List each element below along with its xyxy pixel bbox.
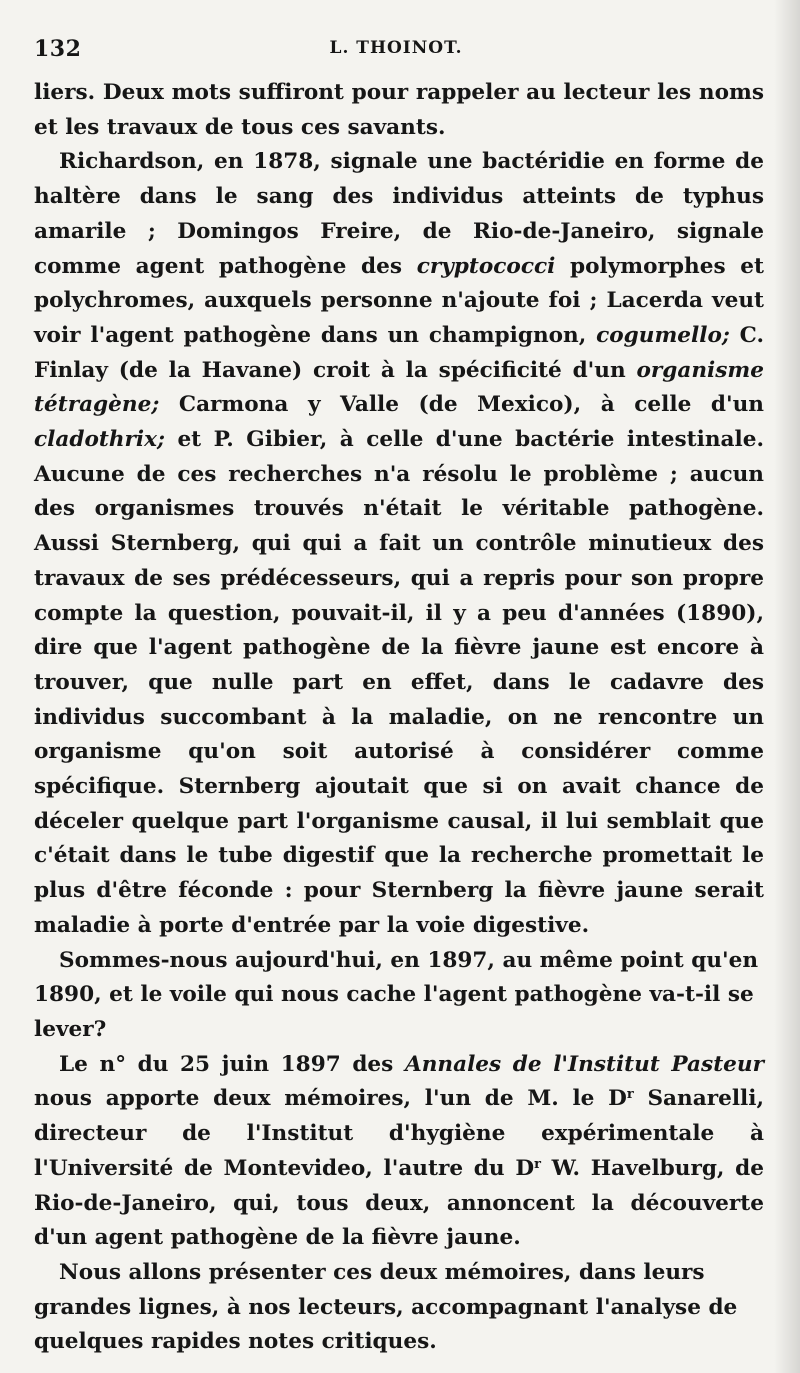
italic-term: cladothrix; — [34, 427, 165, 453]
body-text — [34, 76, 764, 1360]
paragraph-continuation: liers. Deux mots suffiront pour rappeler au lecteur les noms et les travaux de tous ces savants. — [34, 80, 764, 140]
text-run: nous apporte deux mémoires, l'un de M. le D — [34, 1086, 627, 1112]
journal-title: Annales de l'Institut Pasteur — [404, 1051, 764, 1077]
text-run: C. Finlay (de la Havane) croit à la spécificité d'un — [34, 322, 764, 383]
text-run: Le n° du 25 juin 1897 des — [59, 1051, 405, 1077]
superscript: r — [626, 1087, 634, 1103]
paragraph-richardson — [34, 145, 764, 943]
italic-term: organisme tétragène; — [34, 357, 764, 418]
italic-term: cogumello; — [596, 322, 730, 348]
text-run: polymorphes et polychromes, auxquels personne n'ajoute foi ; Lacerda veut voir l'agent pathogène dans un champignon, — [34, 253, 765, 348]
paragraph-nous-allons: Nous allons présenter ces deux mémoires, dans leurs grandes lignes, à nos lecteurs, accompagnant l'analyse de quelques rapides notes critiques. — [34, 1259, 738, 1355]
page-header — [32, 36, 760, 66]
text-run: W. Havelburg, de Rio-de-Janeiro, qui, tous deux, annoncent la découverte d'un agent pathogène de la fièvre jaune. — [34, 1155, 764, 1251]
text-run: Carmona y Valle (de Mexico), à celle d'un — [159, 392, 764, 418]
text-run: Richardson, en 1878, signale une bactéridie en forme de haltère dans le sang des individus atteints de typhus amarile ; Domingos Freire, de Rio-de-Janeiro, signale comme agent pathogène des — [34, 149, 764, 279]
page-edge-shadow — [774, 0, 800, 1373]
running-head: L. THOINOT. — [329, 38, 463, 58]
superscript: r — [534, 1156, 541, 1172]
text-run: Sanarelli, directeur de l'Institut d'hygiène expérimentale à l'Université de Montevideo, l'autre du D — [34, 1086, 764, 1181]
paragraph-annales — [34, 1048, 764, 1256]
text-run: et P. Gibier, à celle d'une bactérie intestinale. Aucune de ces recherches n'a résolu le problème ; aucun des organismes trouvés n'était le véritable pathogène. Aussi Sternberg, qui qui a fait un contrôle minutieux des travaux de ses prédécesseurs, qui a repris pour son propre compte la question, pouvait-il, il y a peu d'années (1890), dire que l'agent pathogène de la fièvre jaune est encore à trouver, que nulle part en effet, dans le cadavre des individus succombant à la maladie, on ne rencontre un organisme qu'on soit autorisé à considérer comme spécifique. Sternberg ajoutait que si on avait chance de déceler quelque part l'organisme causal, il lui semblait que c'était dans le tube digestif que la recherche promettait le plus d'être féconde : pour Sternberg la fièvre jaune serait maladie à porte d'entrée par la voie digestive. — [34, 427, 764, 938]
italic-term: cryptococci — [416, 253, 556, 279]
page-number: 132 — [34, 36, 82, 62]
paragraph-sommes-nous: Sommes-nous aujourd'hui, en 1897, au même point qu'en 1890, et le voile qui nous cache l'agent pathogène va-t-il se lever? — [34, 947, 759, 1042]
